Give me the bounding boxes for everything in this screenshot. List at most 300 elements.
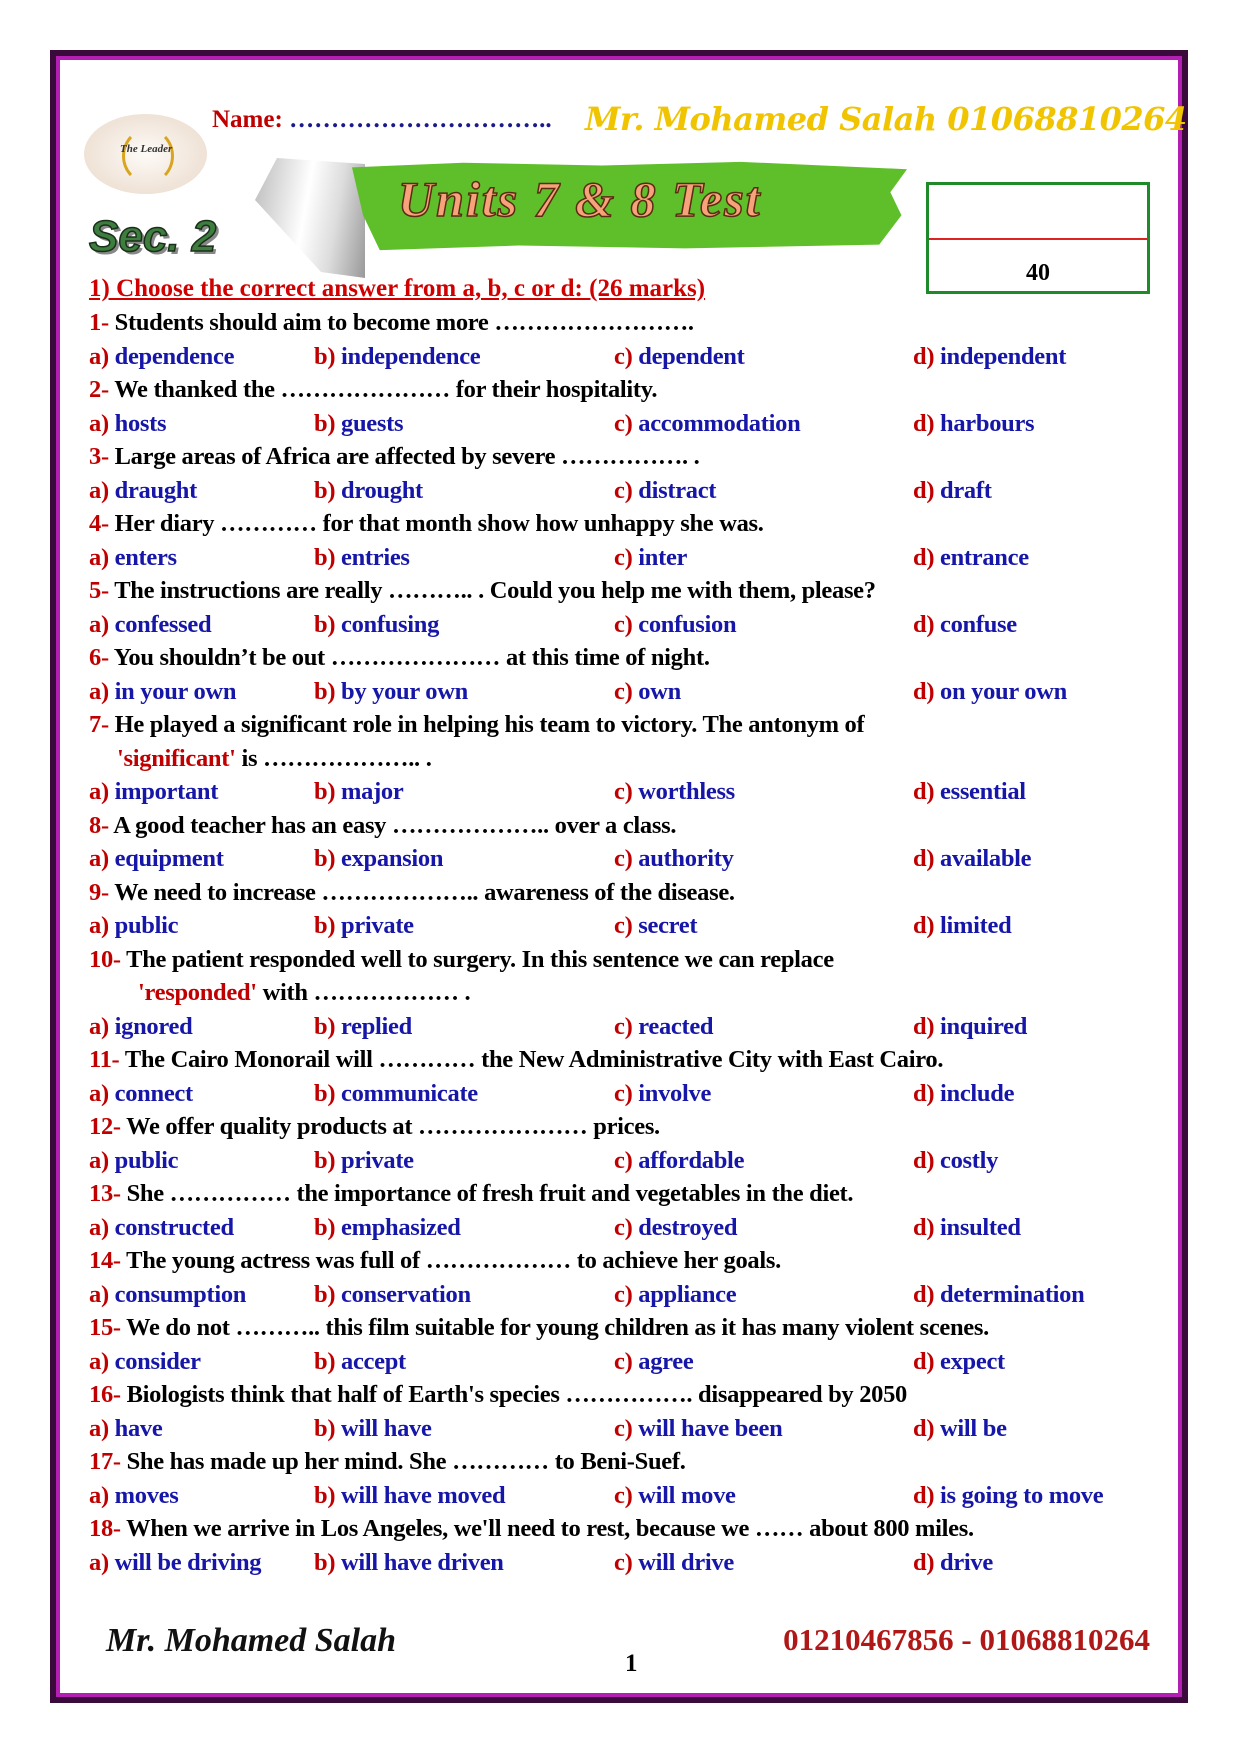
- option-b[interactable]: [314, 342, 480, 372]
- option-letter: a): [89, 1481, 109, 1509]
- option-letter: a): [89, 543, 109, 571]
- option-text: dependent: [638, 342, 745, 370]
- question-number: 16-: [89, 1381, 121, 1408]
- option-c[interactable]: [614, 409, 800, 439]
- question-number: 1-: [89, 309, 109, 336]
- question-text: You shouldn’t be out ………………… at this time of night.: [113, 644, 710, 671]
- option-text: distract: [638, 476, 717, 504]
- option-letter: d): [913, 677, 935, 705]
- option-a[interactable]: [89, 911, 178, 941]
- option-c[interactable]: [614, 1012, 713, 1042]
- option-text: draft: [940, 476, 992, 504]
- option-d[interactable]: [913, 476, 992, 506]
- question-1: [89, 308, 694, 338]
- options-row: [89, 409, 1169, 439]
- option-text: public: [114, 912, 179, 939]
- option-letter: c): [614, 1347, 633, 1375]
- option-d[interactable]: [913, 1012, 1027, 1042]
- question-number: 6-: [89, 644, 109, 671]
- option-c[interactable]: [614, 844, 734, 874]
- option-c[interactable]: [614, 1481, 736, 1511]
- option-text: by your own: [341, 677, 468, 705]
- logo-text: The Leader: [120, 143, 173, 155]
- question-text: She …………… the importance of fresh fruit and vegetables in the diet.: [126, 1180, 854, 1207]
- question-5: [89, 576, 876, 606]
- option-letter: a): [89, 409, 109, 437]
- option-d[interactable]: [913, 1280, 1084, 1310]
- options-row: [89, 543, 1169, 573]
- option-text: will have moved: [341, 1481, 506, 1509]
- option-d[interactable]: [913, 1146, 998, 1176]
- option-a[interactable]: [89, 409, 166, 439]
- option-letter: a): [89, 1213, 109, 1241]
- option-d[interactable]: [913, 1213, 1021, 1243]
- option-text: entries: [341, 543, 410, 571]
- option-b[interactable]: [314, 1414, 432, 1444]
- option-letter: d): [913, 342, 935, 370]
- question-number: 5-: [89, 577, 109, 604]
- option-b[interactable]: [314, 1213, 461, 1243]
- score-box: [926, 182, 1150, 294]
- option-d[interactable]: [913, 844, 1031, 874]
- question-text-cont: with ……………… .: [256, 979, 471, 1006]
- contact-phones: 01210467856 - 01068810264: [783, 1622, 1150, 1657]
- option-text: in your own: [114, 677, 237, 705]
- option-c[interactable]: [614, 1079, 711, 1109]
- options-row: [89, 1347, 1169, 1377]
- question-text: The Cairo Monorail will ………… the New Administrative City with East Cairo.: [124, 1046, 944, 1073]
- option-text: will drive: [638, 1548, 734, 1576]
- option-letter: a): [89, 912, 109, 939]
- option-text: confusion: [638, 610, 737, 638]
- option-c[interactable]: [614, 543, 687, 573]
- option-a[interactable]: [89, 1012, 192, 1042]
- option-letter: a): [89, 1012, 109, 1040]
- option-d[interactable]: [913, 677, 1067, 707]
- option-a[interactable]: [89, 1213, 234, 1243]
- question-8: [89, 811, 676, 841]
- option-text: involve: [638, 1079, 712, 1107]
- option-b[interactable]: [314, 610, 439, 640]
- option-b[interactable]: [314, 1079, 478, 1109]
- option-text: major: [341, 778, 404, 805]
- option-text: drive: [940, 1548, 993, 1576]
- option-letter: a): [89, 1079, 109, 1107]
- option-a[interactable]: [89, 777, 218, 807]
- option-a[interactable]: [89, 1079, 193, 1109]
- test-title: Units 7 & 8 Test: [398, 171, 762, 227]
- option-c[interactable]: [614, 1347, 693, 1377]
- question-text: We offer quality products at ………………… prices.: [126, 1113, 660, 1140]
- question-number: 2-: [89, 376, 109, 403]
- question-text: The instructions are really ……….. . Could you help me with them, please?: [114, 577, 876, 604]
- question-number: 18-: [89, 1515, 121, 1542]
- option-text: is going to move: [940, 1481, 1104, 1509]
- section-label: Sec. 2: [89, 212, 217, 261]
- options-row: [89, 911, 1169, 941]
- option-letter: b): [314, 778, 336, 805]
- option-d[interactable]: [913, 1079, 1014, 1109]
- option-letter: d): [913, 1280, 935, 1308]
- option-letter: c): [614, 1213, 633, 1241]
- option-c[interactable]: [614, 1146, 744, 1176]
- option-letter: a): [89, 1146, 109, 1174]
- option-letter: c): [614, 1280, 633, 1308]
- option-letter: c): [614, 610, 633, 638]
- question-number: 11-: [89, 1046, 120, 1073]
- option-text: equipment: [114, 845, 224, 872]
- question-6: [89, 643, 710, 673]
- option-letter: b): [314, 1146, 336, 1174]
- question-number: 14-: [89, 1247, 121, 1274]
- question-15: [89, 1313, 989, 1343]
- option-letter: c): [614, 845, 633, 872]
- option-text: private: [341, 1146, 414, 1174]
- question-18: [89, 1514, 974, 1544]
- option-letter: b): [314, 342, 336, 370]
- question-text: When we arrive in Los Angeles, we'll need to rest, because we …… about 800 miles.: [126, 1515, 974, 1542]
- option-c[interactable]: [614, 911, 697, 941]
- option-text: independent: [940, 342, 1067, 370]
- score-total: 40: [1026, 260, 1050, 286]
- question-text: We need to increase ……………….. awareness of the disease.: [114, 878, 735, 906]
- option-text: will move: [638, 1481, 736, 1509]
- option-letter: b): [314, 845, 336, 872]
- option-a[interactable]: [89, 1280, 246, 1310]
- option-letter: d): [913, 610, 935, 638]
- option-letter: b): [314, 1548, 336, 1576]
- option-text: ignored: [114, 1012, 193, 1040]
- option-letter: d): [913, 845, 935, 872]
- option-text: will be: [940, 1414, 1007, 1442]
- option-c[interactable]: [614, 677, 681, 707]
- option-letter: b): [314, 1280, 336, 1308]
- option-text: costly: [940, 1146, 999, 1174]
- option-text: hosts: [114, 409, 167, 437]
- option-letter: a): [89, 1280, 109, 1308]
- option-letter: b): [314, 677, 336, 705]
- option-letter: d): [913, 1414, 935, 1442]
- option-letter: b): [314, 1414, 336, 1442]
- option-letter: c): [614, 912, 633, 939]
- options-row: [89, 1079, 1169, 1109]
- option-a[interactable]: [89, 1481, 178, 1511]
- option-c[interactable]: [614, 1548, 734, 1578]
- option-d[interactable]: [913, 409, 1034, 439]
- option-letter: d): [913, 1481, 935, 1509]
- option-letter: c): [614, 1481, 633, 1509]
- name-blank: …………………………..: [289, 106, 552, 133]
- question-text: We thanked the ………………… for their hospitality.: [114, 376, 658, 403]
- option-letter: d): [913, 476, 935, 504]
- option-a[interactable]: [89, 1414, 162, 1444]
- question-7: [89, 710, 864, 740]
- option-b[interactable]: [314, 1146, 414, 1176]
- option-b[interactable]: [314, 1012, 412, 1042]
- option-text: reacted: [638, 1012, 714, 1040]
- question-9: [89, 878, 735, 908]
- option-text: appliance: [638, 1280, 737, 1308]
- option-a[interactable]: [89, 1347, 201, 1377]
- option-letter: d): [913, 409, 935, 437]
- option-d[interactable]: [913, 610, 1017, 640]
- option-letter: b): [314, 409, 336, 437]
- option-d[interactable]: [913, 543, 1029, 573]
- option-text: independence: [341, 342, 481, 370]
- option-a[interactable]: [89, 543, 177, 573]
- option-text: worthless: [638, 778, 735, 805]
- option-text: will have driven: [341, 1548, 504, 1576]
- option-text: will have: [341, 1414, 432, 1442]
- option-text: have: [114, 1414, 163, 1442]
- question-text: The patient responded well to surgery. In this sentence we can replace: [126, 945, 834, 973]
- question-10: [89, 945, 834, 975]
- option-text: moves: [114, 1481, 179, 1509]
- option-a[interactable]: [89, 1146, 178, 1176]
- option-letter: d): [913, 1548, 935, 1576]
- question-number: 7-: [89, 711, 109, 738]
- question-text: Her diary ………… for that month show how unhappy she was.: [114, 510, 764, 537]
- option-letter: c): [614, 1012, 633, 1040]
- options-row: [89, 1548, 1169, 1578]
- options-row: [89, 1213, 1169, 1243]
- option-letter: b): [314, 1481, 336, 1509]
- option-b[interactable]: [314, 476, 423, 506]
- option-c[interactable]: [614, 476, 716, 506]
- option-text: expansion: [341, 845, 444, 872]
- name-field: [212, 106, 552, 134]
- option-text: constructed: [114, 1213, 234, 1241]
- option-letter: a): [89, 778, 109, 805]
- option-a[interactable]: [89, 610, 211, 640]
- question-number: 12-: [89, 1113, 121, 1140]
- option-b[interactable]: [314, 543, 410, 573]
- question-text: We do not ……….. this film suitable for young children as it has many violent scenes.: [126, 1314, 989, 1341]
- option-letter: d): [913, 1146, 935, 1174]
- option-text: dependence: [114, 342, 235, 370]
- question-17: [89, 1447, 686, 1477]
- option-a[interactable]: [89, 1548, 261, 1578]
- option-letter: a): [89, 677, 109, 705]
- option-text: limited: [940, 912, 1012, 939]
- leader-logo: [84, 114, 207, 194]
- option-a[interactable]: [89, 342, 234, 372]
- teacher-signature: Mr. Mohamed Salah: [106, 1622, 397, 1659]
- option-letter: c): [614, 778, 633, 805]
- question-12: [89, 1112, 660, 1142]
- question-text-cont: is ……………….. .: [235, 744, 432, 772]
- option-d[interactable]: [913, 1481, 1103, 1511]
- option-letter: b): [314, 610, 336, 638]
- option-a[interactable]: [89, 476, 197, 506]
- option-letter: d): [913, 912, 935, 939]
- option-text: public: [114, 1146, 179, 1174]
- option-text: connect: [114, 1079, 193, 1107]
- question-text: Large areas of Africa are affected by severe ……………. .: [114, 443, 700, 470]
- option-letter: b): [314, 476, 336, 504]
- option-letter: d): [913, 1347, 935, 1375]
- options-row: [89, 1280, 1169, 1310]
- option-letter: b): [314, 1079, 336, 1107]
- quoted-word: 'responded': [138, 979, 257, 1006]
- option-text: secret: [638, 912, 698, 939]
- option-text: destroyed: [638, 1213, 738, 1241]
- option-text: enters: [114, 543, 177, 571]
- option-text: replied: [341, 1012, 412, 1040]
- question-14: [89, 1246, 781, 1276]
- option-text: inquired: [940, 1012, 1028, 1040]
- option-text: on your own: [940, 677, 1067, 705]
- option-a[interactable]: [89, 677, 236, 707]
- question-16: [89, 1380, 907, 1410]
- option-text: accept: [341, 1347, 406, 1375]
- question-text: He played a significant role in helping his team to victory. The antonym of: [114, 711, 865, 738]
- option-letter: a): [89, 845, 109, 872]
- option-text: communicate: [341, 1079, 478, 1107]
- option-b[interactable]: [314, 777, 403, 807]
- option-letter: c): [614, 1414, 633, 1442]
- option-c[interactable]: [614, 1213, 737, 1243]
- option-letter: a): [89, 1548, 109, 1576]
- option-text: agree: [638, 1347, 694, 1375]
- option-c[interactable]: [614, 777, 735, 807]
- option-text: confusing: [341, 610, 440, 638]
- option-letter: b): [314, 1347, 336, 1375]
- option-d[interactable]: [913, 342, 1066, 372]
- option-c[interactable]: [614, 1280, 736, 1310]
- option-text: draught: [114, 476, 197, 504]
- option-text: conservation: [341, 1280, 471, 1308]
- option-letter: c): [614, 476, 633, 504]
- option-text: important: [114, 778, 219, 805]
- option-text: consider: [114, 1347, 201, 1375]
- option-text: authority: [638, 845, 734, 872]
- option-letter: a): [89, 1347, 109, 1375]
- option-text: will be driving: [114, 1548, 262, 1576]
- option-text: emphasized: [341, 1213, 461, 1241]
- question-number: 4-: [89, 510, 109, 537]
- question-text: Biologists think that half of Earth's species ……………. disappeared by 2050: [126, 1381, 908, 1408]
- option-text: will have been: [638, 1414, 783, 1442]
- option-text: insulted: [940, 1213, 1021, 1241]
- option-text: harbours: [940, 409, 1035, 437]
- option-d[interactable]: [913, 1414, 1007, 1444]
- option-text: own: [638, 677, 681, 705]
- options-row: [89, 610, 1169, 640]
- question-continuation: [138, 978, 470, 1008]
- section-heading: 1) Choose the correct answer from a, b, c or d: (26 marks): [89, 275, 706, 302]
- option-c[interactable]: [614, 610, 736, 640]
- options-row: [89, 1481, 1169, 1511]
- option-a[interactable]: [89, 844, 224, 874]
- option-b[interactable]: [314, 1347, 406, 1377]
- option-text: include: [940, 1079, 1015, 1107]
- score-divider: [929, 238, 1147, 240]
- options-row: [89, 1414, 1169, 1444]
- question-11: [89, 1045, 943, 1075]
- option-c[interactable]: [614, 1414, 782, 1444]
- option-letter: a): [89, 342, 109, 370]
- option-letter: b): [314, 543, 336, 571]
- option-b[interactable]: [314, 409, 403, 439]
- question-continuation: [117, 744, 432, 774]
- question-text: She has made up her mind. She ………… to Beni-Suef.: [126, 1448, 686, 1475]
- option-letter: c): [614, 543, 633, 571]
- options-row: [89, 476, 1169, 506]
- option-b[interactable]: [314, 1481, 505, 1511]
- question-number: 9-: [89, 878, 109, 906]
- option-text: accommodation: [638, 409, 801, 437]
- option-letter: c): [614, 677, 633, 705]
- option-d[interactable]: [913, 1548, 993, 1578]
- page-number: 1: [625, 1650, 638, 1677]
- question-number: 10-: [89, 945, 121, 973]
- option-letter: c): [614, 342, 633, 370]
- option-letter: d): [913, 1012, 935, 1040]
- option-letter: d): [913, 1213, 935, 1241]
- option-letter: c): [614, 1146, 633, 1174]
- option-text: essential: [940, 778, 1026, 805]
- question-number: 13-: [89, 1180, 121, 1207]
- option-d[interactable]: [913, 777, 1026, 807]
- options-row: [89, 844, 1169, 874]
- option-text: determination: [940, 1280, 1085, 1308]
- option-c[interactable]: [614, 342, 744, 372]
- question-text: Students should aim to become more …………………….: [114, 309, 694, 336]
- question-number: 15-: [89, 1314, 121, 1341]
- option-text: guests: [341, 409, 404, 437]
- option-letter: c): [614, 1548, 633, 1576]
- option-text: confuse: [940, 610, 1017, 638]
- question-2: [89, 375, 657, 405]
- option-d[interactable]: [913, 911, 1011, 941]
- option-letter: a): [89, 1414, 109, 1442]
- question-number: 17-: [89, 1448, 121, 1475]
- option-letter: b): [314, 1213, 336, 1241]
- question-3: [89, 442, 700, 472]
- option-letter: d): [913, 543, 935, 571]
- option-text: confessed: [114, 610, 212, 638]
- option-letter: b): [314, 1012, 336, 1040]
- option-text: inter: [638, 543, 688, 571]
- option-text: private: [341, 912, 414, 939]
- question-text: A good teacher has an easy ……………….. over a class.: [113, 811, 677, 839]
- option-d[interactable]: [913, 1347, 1005, 1377]
- option-b[interactable]: [314, 677, 468, 707]
- question-text: The young actress was full of ……………… to achieve her goals.: [126, 1247, 781, 1274]
- option-b[interactable]: [314, 911, 414, 941]
- option-text: entrance: [940, 543, 1029, 571]
- option-b[interactable]: [314, 1280, 471, 1310]
- option-b[interactable]: [314, 1548, 504, 1578]
- option-letter: c): [614, 409, 633, 437]
- option-text: consumption: [114, 1280, 247, 1308]
- option-letter: d): [913, 778, 935, 805]
- quoted-word: 'significant': [117, 744, 236, 772]
- option-text: affordable: [638, 1146, 745, 1174]
- options-row: [89, 1146, 1169, 1176]
- question-13: [89, 1179, 853, 1209]
- option-b[interactable]: [314, 844, 443, 874]
- option-text: expect: [940, 1347, 1005, 1375]
- options-row: [89, 677, 1169, 707]
- option-letter: a): [89, 476, 109, 504]
- logo-ring-icon: [122, 128, 174, 184]
- option-letter: c): [614, 1079, 633, 1107]
- options-row: [89, 777, 1169, 807]
- question-number: 3-: [89, 443, 109, 470]
- option-letter: b): [314, 912, 336, 939]
